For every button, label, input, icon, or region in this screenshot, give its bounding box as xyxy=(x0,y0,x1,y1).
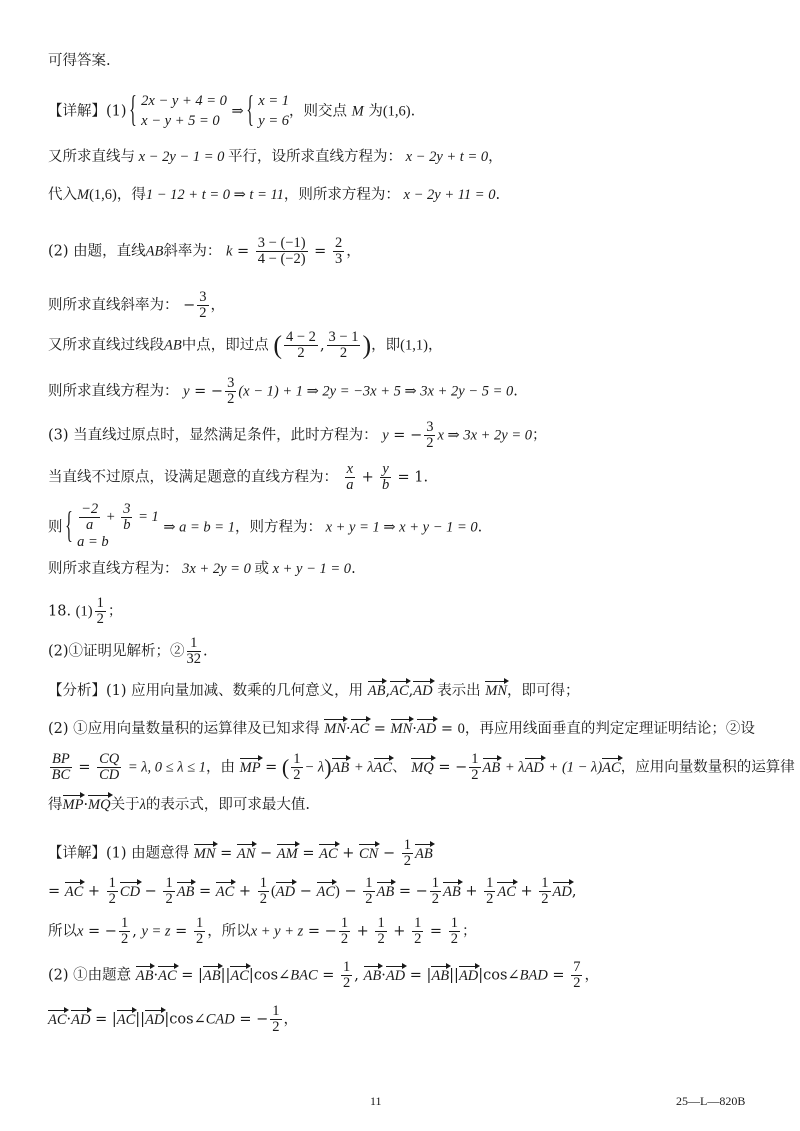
text-line-11: 则 { $\frac{-2}{a}$ + $\frac{3}{b}$ = 1 a = b ⇒ a = b = 1，则方程为： x + y = 1 ⇒ x + y − 1 = 0. xyxy=(48,502,482,553)
text-line-1: 可得答案. xyxy=(48,53,111,69)
text-line-8: 则所求直线方程为： y = − $\frac{3}{2}$ (x − 1) + 1 ⇒ 2y = −3x + 5 ⇒ 3x + 2y − 5 = 0. xyxy=(48,375,518,408)
text-line-3: 又所求直线与 x − 2y − 1 = 0 平行，设所求直线方程为： x − 2y + t = 0， xyxy=(48,149,503,165)
text-line-22: (2) ①由题意 AB·AC = |AB||AC|cos∠BAC = $\frac{1}{2}$ , AB·AD = |AB||AD|cos∠BAD = $\frac{7}{2}$ ， xyxy=(48,959,599,992)
text-line-15: 【分析】(1) 应用向量加减、数乘的几何意义，用 AB,AC,AD 表示出 MN，即可得； xyxy=(48,683,580,699)
text-line-4: 代入M(1,6)，得1 − 12 + t = 0 ⇒ t = 11，则所求方程为： x − 2y + 11 = 0. xyxy=(48,187,501,203)
text-line-10: 当直线不过原点，设满足题意的直线方程为： $\frac{x}{a}$ + $\frac{y}{b}$ = 1. xyxy=(48,461,429,494)
text-line-16: (2) ①应用向量数量积的运算律及已知求得 MN·AC = MN·AD = 0，再应用线面垂直的判定定理证明结论；②设 xyxy=(48,721,755,737)
text-line-9: (3) 当直线过原点时，显然满足条件，此时方程为： y = − $\frac{3}{2}$ x ⇒ 3x + 2y = 0； xyxy=(48,419,547,452)
text-line-23: AC·AD = |AC||AD|cos∠CAD = − $\frac{1}{2}$ ， xyxy=(48,1003,299,1036)
document-code: 25—L—820B xyxy=(676,1094,746,1108)
text-line-21: 所以x = − $\frac{1}{2}$ , y = z = $\frac{1}{2}$ ，所以x + y + z = − $\frac{1}{2}$ + $\frac{1}{2}$ + $\frac{1}{2}$ = $\frac{1}{2}$ ； xyxy=(48,915,477,948)
text-line-14: (2)①证明见解析；② $\frac{1}{32}$ . xyxy=(48,635,208,668)
text-line-6: 则所求直线斜率为： − $\frac{3}{2}$ ， xyxy=(48,289,226,322)
text-line-20: = AC + $\frac{1}{2}$ CD − $\frac{1}{2}$ AB = AC + $\frac{1}{2}$ (AD − AC) − $\frac{1}{2}$ AB = − $\frac{1}{2}$ AB + $\frac{1}{2}$ AC + $\frac{1}{2}$ AD, xyxy=(48,875,577,908)
text-line-19: 【详解】(1) 由题意得 MN = AN − AM = AC + CN − $\frac{1}{2}$ AB xyxy=(48,837,433,870)
text-line-5: (2) 由题，直线AB斜率为： k = $\frac{3 - (-1)}{4 - (-2)}$ = $\frac{2}{3}$ ， xyxy=(48,235,361,268)
text-line-13: 18. (1) $\frac{1}{2}$ ； xyxy=(48,595,123,628)
text-line-17: $\frac{BP}{BC}$ = $\frac{CQ}{CD}$ = λ, 0 ≤ λ ≤ 1，由 MP = ( $\frac{1}{2}$ − λ)AB + λAC、 MQ = − $\frac{1}{2}$ AB + λAD + (1 − λ)AC，应用向量数量积的运算律 xyxy=(51,751,795,784)
text-line-2: 【详解】(1) { 2x − y + 4 = 0 x − y + 5 = 0 ⇒ { x = 1 y = 6 ，则交点 M 为(1,6). xyxy=(48,92,415,131)
page-number: 11 xyxy=(370,1094,382,1108)
text-line-18: 得MP·MQ关于λ的表示式，即可求最大值. xyxy=(48,797,310,813)
text-line-7: 又所求直线过线段AB中点，即过点 ( $\frac{4 - 2}{2}$ , $\frac{3 - 1}{2}$ )，即(1,1)， xyxy=(48,329,443,362)
text-line-12: 则所求直线方程为： 3x + 2y = 0 或 x + y − 1 = 0. xyxy=(48,561,356,577)
